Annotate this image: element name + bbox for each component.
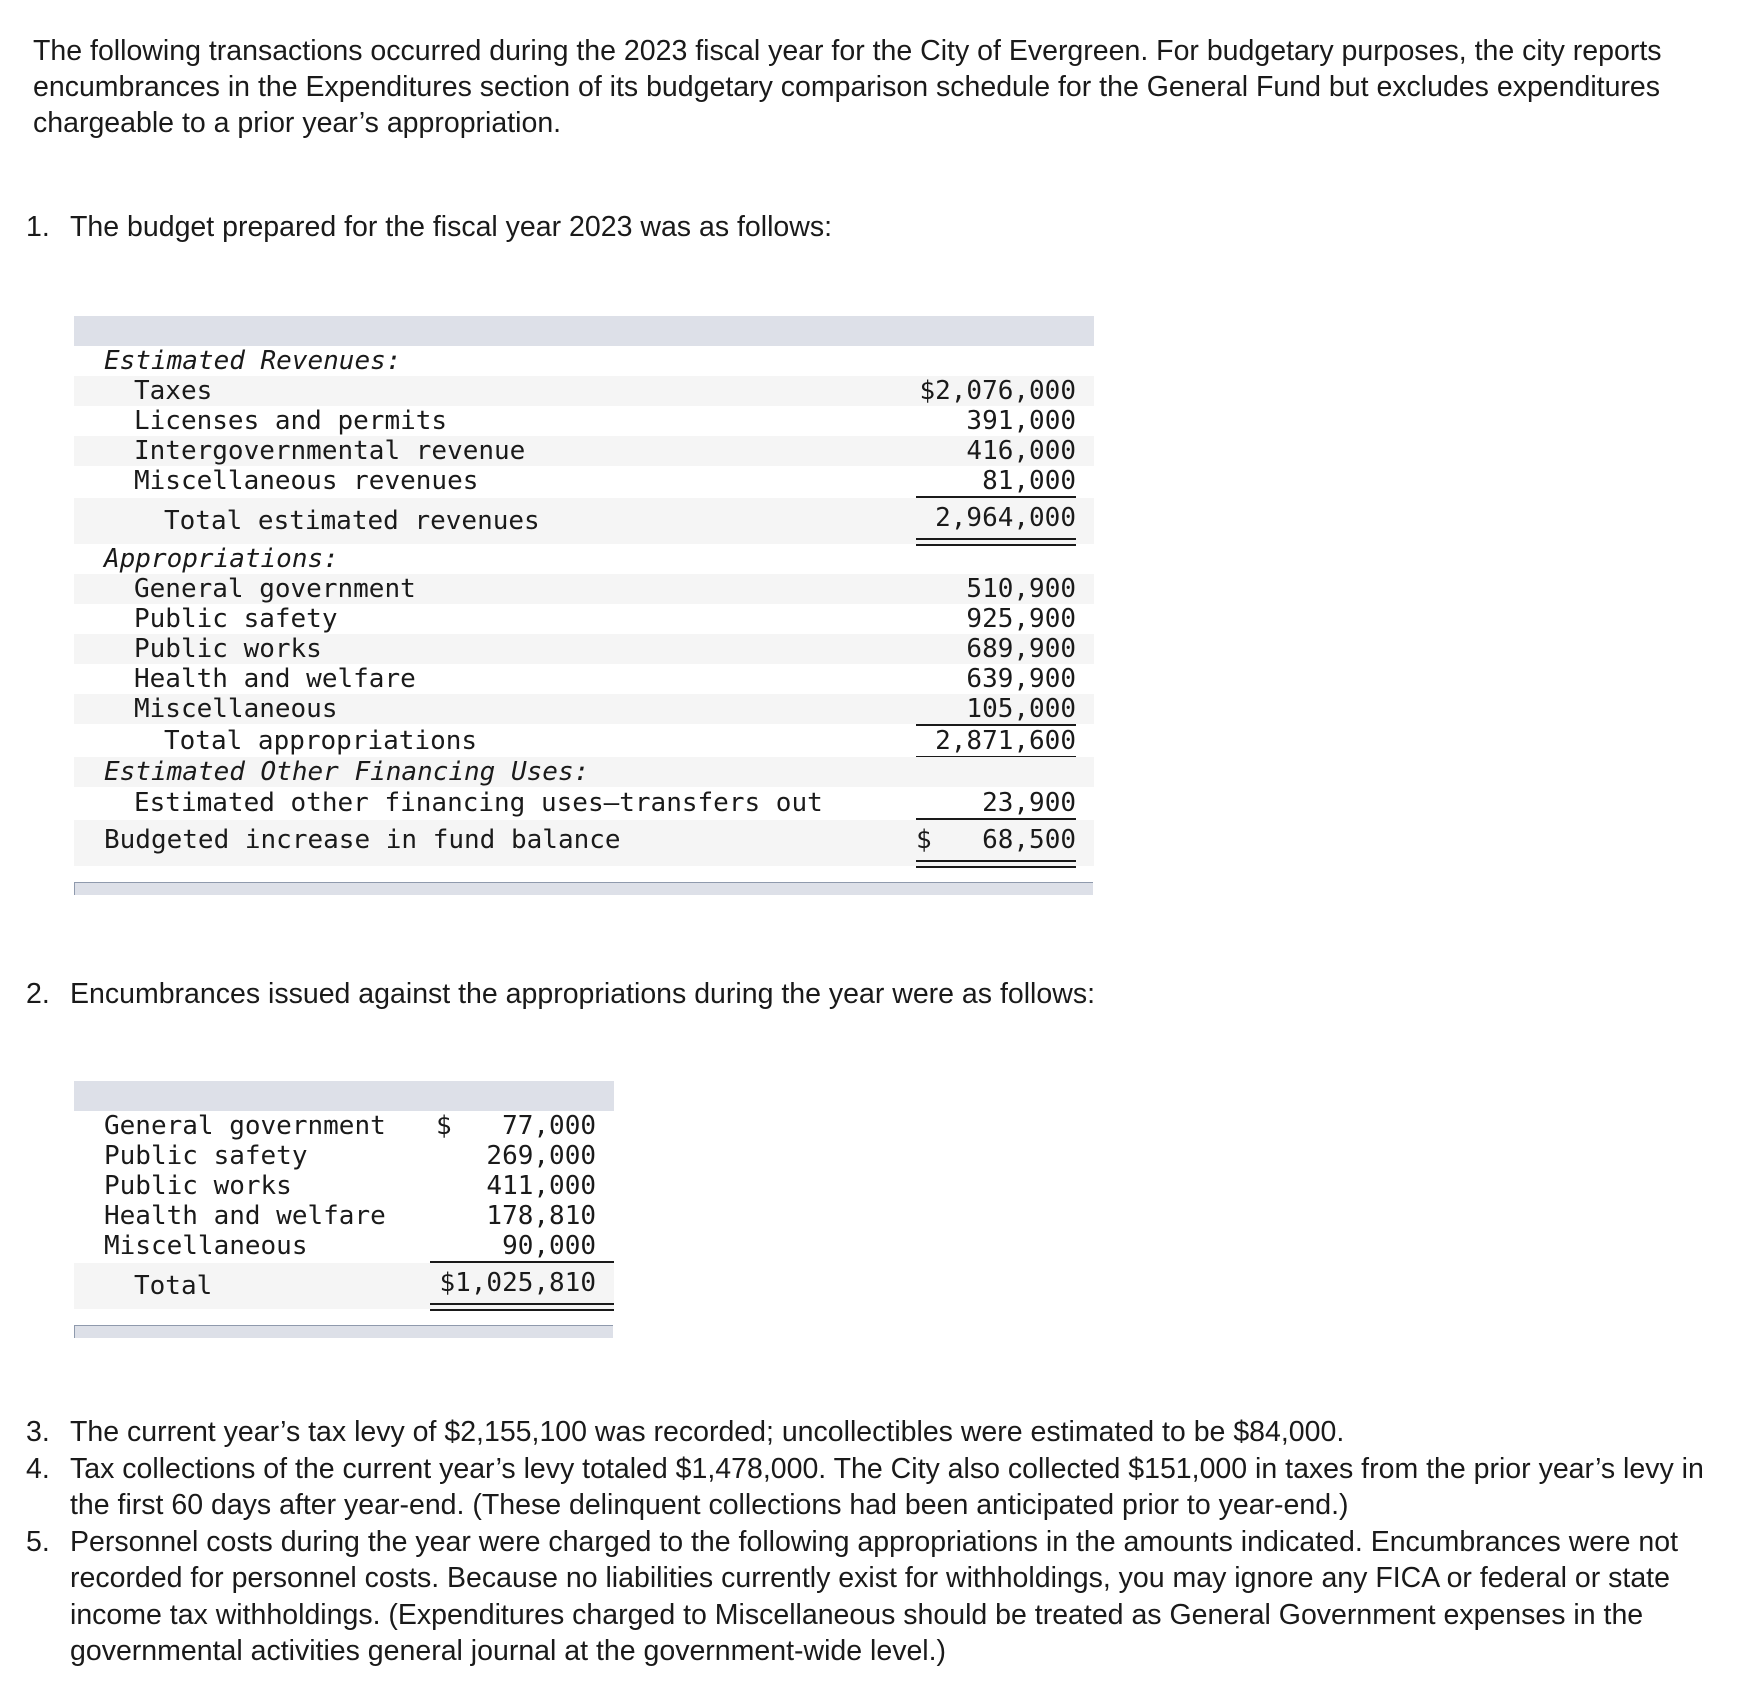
enc-amount-health-welfare: 178,810 [486,1201,596,1231]
encumbrances-table-header-bar [74,1081,614,1111]
table-row [74,664,1094,694]
approp-amount-health-welfare: 639,900 [966,664,1076,694]
enc-label-health-welfare: Health and welfare [104,1201,386,1231]
rev-amount-licenses: 391,000 [966,406,1076,436]
enc-amount-public-safety: 269,000 [486,1141,596,1171]
table-row [74,436,1094,466]
other-fin-row [74,788,1094,818]
other-fin-header: Estimated Other Financing Uses: [104,757,590,787]
intro-paragraph: The following transactions occurred during the 2023 fiscal year for the City of Evergreen. For budgetary purposes, the city reports encumbrances in the Expenditures section of its budgetary comparison schedule for the General Fund but excludes expenditures chargeable to a prior year’s appropriation. [33,35,1662,139]
table-row [74,634,1094,664]
est-rev-header: Estimated Revenues: [104,346,402,376]
item-2 [26,976,1095,1012]
est-rev-header-row [74,346,1094,376]
total-approp-amount: 2,871,600 [935,726,1076,756]
table-row [74,574,1094,604]
increase-label: Budgeted increase in fund balance [104,825,621,855]
items-3-to-5 [26,1414,1736,1670]
approp-amount-general-gov: 510,900 [966,574,1076,604]
increase-amount: 68,500 [982,825,1076,855]
table-row [74,376,1094,406]
approp-amount-public-safety: 925,900 [966,604,1076,634]
item-1-number: 1. [26,211,50,243]
enc-amount-public-works: 411,000 [486,1171,596,1201]
table-row [74,1111,614,1141]
approp-label-health-welfare: Health and welfare [134,664,416,694]
enc-label-general-gov: General government [104,1111,386,1141]
table-row [74,1171,614,1201]
enc-label-public-works: Public works [104,1171,292,1201]
enc-amount-general-gov: 77,000 [502,1111,596,1141]
list-item [26,1414,1736,1451]
table-row [74,1201,614,1231]
table-row [74,406,1094,436]
approp-label-public-safety: Public safety [134,604,338,634]
table-row [74,694,1094,724]
table-row [74,1231,614,1261]
enc-label-public-safety: Public safety [104,1141,308,1171]
item-4-text: Tax collections of the current year’s levy totaled $1,478,000. The City also collected $151,000 in taxes from the prior year’s levy in the first 60 days after year-end. (These delinquent collections had been anticipated prior to year-end.) [70,1452,1704,1521]
list-item [26,1524,1736,1670]
approp-label-misc: Miscellaneous [134,694,338,724]
enc-label-misc: Miscellaneous [104,1231,308,1261]
item-4-number: 4. [26,1452,50,1485]
approp-amount-misc: 105,000 [966,694,1076,724]
rev-label-intergov: Intergovernmental revenue [134,436,526,466]
approp-label-public-works: Public works [134,634,322,664]
total-rev-label: Total estimated revenues [164,506,540,536]
budget-table-footer-bar [74,882,1093,895]
rev-label-licenses: Licenses and permits [134,406,448,436]
increase-double-rule [916,860,1076,868]
increase-dollar-sign: $ [916,825,932,855]
rev-label-taxes: Taxes [134,376,213,406]
approp-header-row [74,544,1094,574]
approp-amount-public-works: 689,900 [966,634,1076,664]
table-row [74,604,1094,634]
item-5-text: Personnel costs during the year were charged to the following appropriations in the amounts indicated. Encumbrances were not recorded for personnel costs. Because no liabilities currently exist for withholdings, you may ignore any FICA or federal or state income tax withholdings. (Expenditures charged to Miscellaneous should be treated as General Government expenses in the governmental activities general journal at the government-wide level.) [70,1525,1679,1667]
item-3-text: The current year’s tax levy of $2,155,100 was recorded; uncollectibles were estimated to be $84,000. [70,1416,1345,1448]
enc-total-double-rule [430,1303,614,1311]
rev-amount-taxes: $2,076,000 [919,376,1076,406]
enc-dollar-sign: $ [436,1111,452,1141]
list-item [26,1451,1736,1524]
approp-label-general-gov: General government [134,574,416,604]
enc-total-amount: $1,025,810 [439,1268,596,1298]
budget-table [74,316,1094,896]
item-1-text: The budget prepared for the fiscal year 2023 was as follows: [70,211,833,243]
item-3-number: 3. [26,1416,50,1448]
table-row [74,466,1094,496]
approp-header: Appropriations: [104,544,339,574]
total-rev-amount: 2,964,000 [935,503,1076,533]
rev-label-misc: Miscellaneous revenues [134,466,479,496]
total-approp-row [74,726,1094,756]
item-2-text: Encumbrances issued against the appropriations during the year were as follows: [70,978,1095,1010]
rev-amount-misc: 81,000 [982,466,1076,496]
table-row [74,1141,614,1171]
item-1 [26,209,832,245]
total-approp-label: Total appropriations [164,726,478,756]
budget-table-header-bar [74,316,1094,346]
encumbrances-table-footer-bar [74,1325,613,1338]
encumbrances-table [74,1081,614,1341]
rev-amount-intergov: 416,000 [966,436,1076,466]
enc-total-label: Total [134,1271,213,1301]
enc-amount-misc: 90,000 [502,1231,596,1261]
other-fin-label: Estimated other financing uses—transfers out [134,788,823,818]
item-2-number: 2. [26,978,50,1010]
other-fin-amount: 23,900 [982,788,1076,818]
item-5-number: 5. [26,1525,50,1558]
other-fin-header-row [74,757,1094,787]
